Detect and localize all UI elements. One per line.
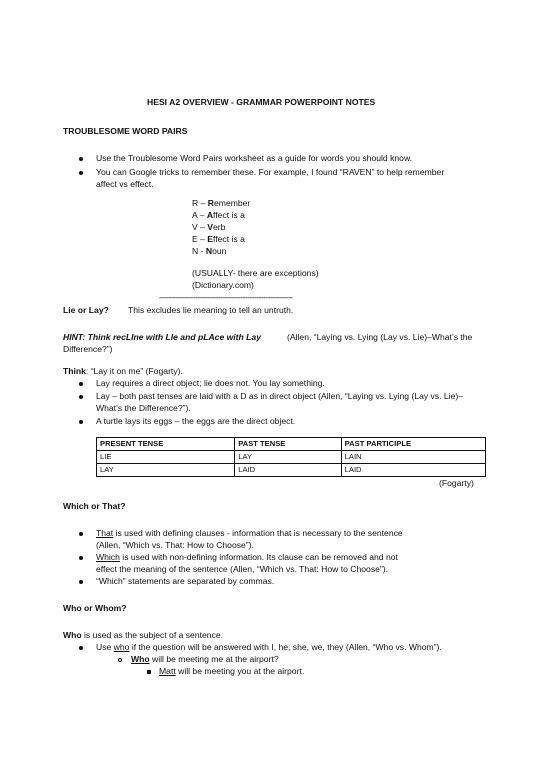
dictionary-note: (Dictionary.com) <box>192 280 254 290</box>
think-line: Think: “Lay it on me” (Fogarty). <box>63 366 183 376</box>
bullet-text: Use the Troublesome Word Pairs worksheet as a guide for words you should know. <box>96 153 413 163</box>
raven-line-e: E – Effect is a <box>192 234 245 244</box>
bullet-text: A turtle lays its eggs – the eggs are the direct object. <box>96 416 296 426</box>
bullet-text: “Which” statements are separated by commas. <box>96 576 275 586</box>
bullet-icon <box>79 382 83 386</box>
bullet-text-google: You can Google tricks to remember these. For example, I found “RAVEN” to help remember <box>96 167 445 177</box>
section-heading-troublesome: TROUBLESOME WORD PAIRS <box>63 126 188 136</box>
subsub-bullet-text: Matt will be meeting you at the airport. <box>159 666 305 676</box>
table-header-row <box>97 438 486 451</box>
bullet-icon <box>79 580 83 584</box>
which-heading: Which or That? <box>63 501 126 511</box>
hint-citation-continued: Difference?”) <box>63 344 113 354</box>
divider-line: ----------------------------------------------------------- <box>159 292 293 302</box>
raven-line-r: R – Remember <box>192 198 251 208</box>
verb-tense-table <box>96 437 486 477</box>
table-citation: (Fogarty) <box>439 478 474 488</box>
lie-lay-text: This excludes lie meaning to tell an untruth. <box>128 305 294 315</box>
table-cell: LAIN <box>341 451 485 464</box>
bullet-text: That is used with defining clauses - information that is necessary to the sentence <box>96 528 403 538</box>
bullet-text: Lay – both past tenses are laid with a D as in direct object (Allen, “Laying vs. Lying (Lay vs. Lie)– <box>96 391 464 401</box>
bullet-icon <box>79 157 83 161</box>
who-heading: Who or Whom? <box>63 603 127 613</box>
raven-line-a: A – Affect is a <box>192 210 245 220</box>
table-header-cell: PAST PARTICIPLE <box>341 438 485 451</box>
sub-bullet-icon <box>118 658 122 662</box>
bullet-icon <box>79 171 83 175</box>
bullet-text: Lay requires a direct object; lie does not. You lay something. <box>96 378 325 388</box>
table-cell: LAID <box>235 464 341 477</box>
table-header-cell: PRESENT TENSE <box>97 438 235 451</box>
lie-lay-label: Lie or Lay? <box>63 305 109 315</box>
bullet-text-continued: affect vs effect. <box>96 179 154 189</box>
usually-note: (USUALLY- there are exceptions) <box>192 268 319 278</box>
subsub-bullet-icon <box>147 670 151 674</box>
bullet-text: Use who if the question will be answered with I, he, she, we, they (Allen, “Who vs. Whom”). <box>96 642 442 652</box>
bullet-text-continued: effect the meaning of the sentence (Allen, “Which vs. That: How to Choose”). <box>96 564 389 574</box>
hint-label: HINT: Think recLIne with LIe and pLAce with Lay <box>63 332 261 342</box>
table-row <box>97 464 486 477</box>
bullet-text <box>96 167 444 178</box>
bullet-text-continued: What’s the Difference?”). <box>96 403 191 413</box>
bullet-text-continued: (Allen, “Which vs. That: How to Choose”). <box>96 540 254 550</box>
bullet-text: Which is used with non-defining information. Its clause can be removed and not <box>96 552 398 562</box>
raven-line-v: V – Verb <box>192 222 226 232</box>
bullet-icon <box>79 395 83 399</box>
table-cell: LIE <box>97 451 235 464</box>
bullet-icon <box>79 532 83 536</box>
table-cell: LAID <box>341 464 485 477</box>
table-cell: LAY <box>97 464 235 477</box>
page-title: HESI A2 OVERVIEW - GRAMMAR POWERPOINT NOTES <box>147 97 376 107</box>
bullet-icon <box>79 420 83 424</box>
bullet-icon <box>79 556 83 560</box>
table-cell: LAY <box>235 451 341 464</box>
hint-citation: (Allen, “Laying vs. Lying (Lay vs. Lie)–What’s the <box>287 332 473 342</box>
bullet-icon <box>79 646 83 650</box>
sub-bullet-text: Who will be meeting me at the airport? <box>131 654 279 664</box>
table-row <box>97 451 486 464</box>
who-line: Who is used as the subject of a sentence. <box>63 630 224 640</box>
raven-line-n: N - Noun <box>192 246 227 256</box>
table-header-cell: PAST TENSE <box>235 438 341 451</box>
